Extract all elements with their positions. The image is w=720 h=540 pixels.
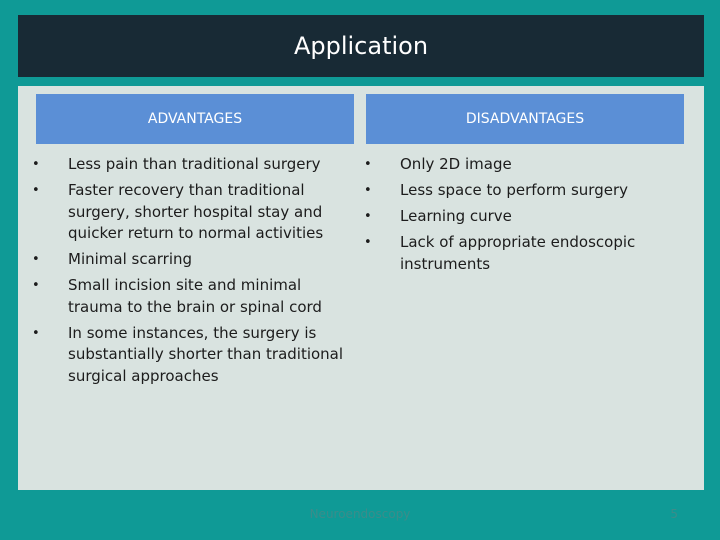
title-bar [18,15,704,77]
advantages-header-label: ADVANTAGES [147,111,243,127]
list-item [32,180,358,245]
list-item-text: Less pain than traditional surgery [68,155,321,173]
list-item-text: Minimal scarring [68,250,193,268]
list-item-text: Only 2D image [400,155,512,173]
list-item [364,232,690,275]
footer-label: Neuroendoscopy [309,507,411,521]
disadvantages-header [366,94,684,144]
list-item-text: Less space to perform surgery [400,181,628,199]
bullet-icon: • [364,209,372,224]
list-item-text: Lack of appropriate endoscopic instruments [400,233,636,273]
list-item [32,154,358,176]
advantages-list [32,154,358,392]
bullet-icon: • [32,183,40,198]
page-number: 5 [670,507,678,521]
list-item-text: In some instances, the surgery is substantially shorter than traditional surgical approaches [68,323,344,385]
bullet-icon: • [364,157,372,172]
list-item [32,275,358,318]
disadvantages-list [364,154,690,280]
bullet-icon: • [32,252,40,267]
list-item [364,154,690,176]
bullet-icon: • [32,278,40,293]
content-panel [18,86,704,490]
list-item [32,249,358,271]
bullet-icon: • [32,325,40,341]
bullet-icon: • [364,183,372,198]
list-item [32,323,358,388]
list-item [364,206,690,228]
slide-title: Application [293,32,429,60]
list-item-text: Faster recovery than traditional surgery, shorter hospital stay and quicker return to normal activities [68,181,324,242]
bullet-icon: • [364,235,372,250]
list-item [364,180,690,202]
bullet-icon: • [32,157,40,172]
list-item-text: Learning curve [400,207,512,225]
disadvantages-header-label: DISADVANTAGES [465,111,585,127]
list-item-text: Small incision site and minimal trauma to the brain or spinal cord [68,276,322,316]
advantages-header [36,94,354,144]
